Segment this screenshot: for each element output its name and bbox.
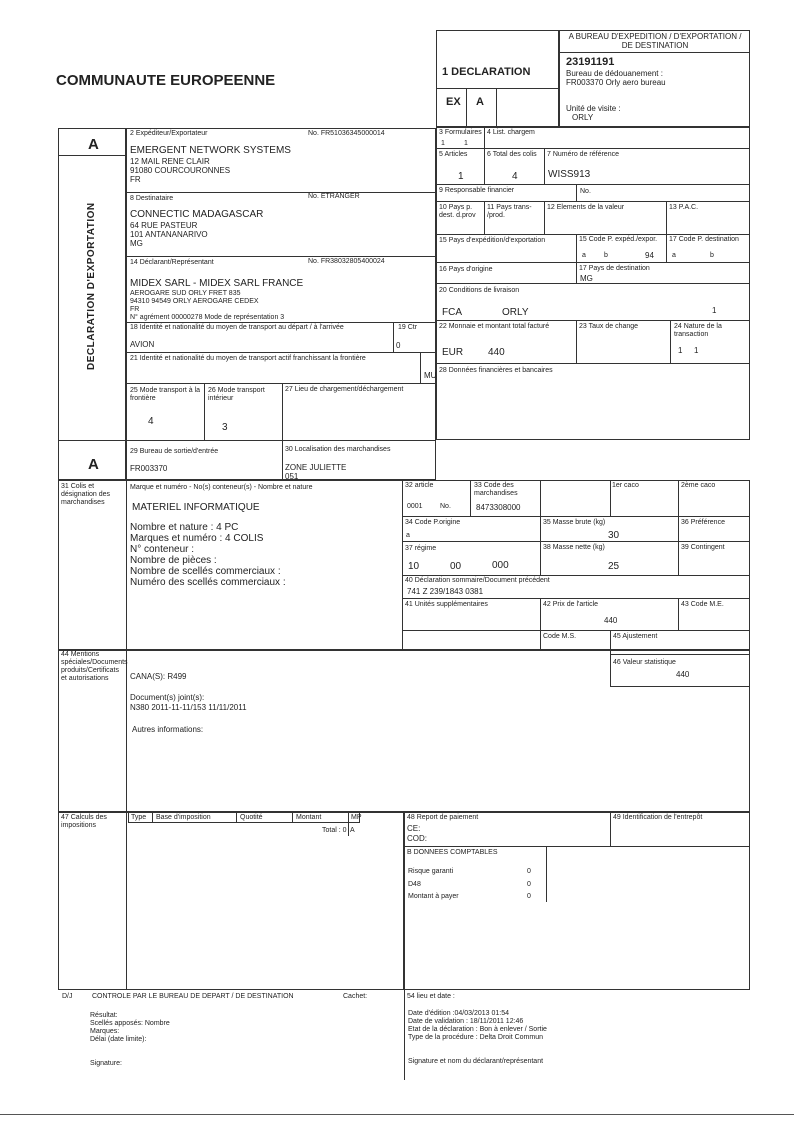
box20-place: ORLY	[502, 307, 529, 318]
box18-value: AVION	[130, 340, 155, 349]
box32-value: 0001	[407, 503, 423, 510]
box29-value: FR003370	[130, 464, 168, 473]
box42-label: 42 Prix de l'article	[543, 601, 599, 608]
boxB-label: B DONNEES COMPTABLES	[407, 849, 498, 856]
side-a-top: A	[88, 136, 99, 153]
box46-value: 440	[676, 670, 690, 679]
box16-label: 16 Pays d'origine	[439, 266, 493, 273]
box37-label: 37 régime	[405, 545, 437, 552]
box38-label: 38 Masse nette (kg)	[543, 544, 605, 551]
box6-label: 6 Total des colis	[487, 151, 537, 158]
declaration-label: 1 DECLARATION	[442, 66, 531, 78]
declaration-type-a: A	[476, 96, 484, 108]
box23-label: 23 Taux de change	[579, 323, 639, 330]
visit-label: Unité de visite :	[566, 104, 621, 113]
box47-col-quotite: Quotité	[240, 814, 263, 821]
box9-label: 9 Responsable financier	[439, 187, 515, 194]
side-a-bottom: A	[88, 456, 99, 473]
box24-value2: 1	[694, 346, 699, 355]
box2-name: EMERGENT NETWORK SYSTEMS	[130, 145, 291, 156]
box54-label: 54 lieu et date :	[407, 993, 455, 1000]
boxB-row-name: Risque garanti	[408, 868, 454, 875]
box25-value: 4	[148, 416, 154, 427]
box6-value: 4	[512, 171, 518, 182]
box7-value: WISS913	[548, 169, 591, 180]
box54-lines: Date d'édition :04/03/2013 01:54 Date de validation : 18/11/2011 12:46 Etat de la déclaration : Bon à enlever / Sortie Type de la procédure : Delta Droit Commun	[408, 1010, 547, 1041]
box5-value: 1	[458, 171, 464, 182]
box3-label: 3 Formulaires	[439, 129, 482, 136]
box34-a: a	[406, 532, 410, 539]
box14-address: AEROGARE SUD ORLY FRET 835 94310 94549 ORLY AEROGARE CEDEX FR N° agrément 00000278 Mode de représentation 3	[130, 290, 285, 321]
box20-incoterm: FCA	[442, 307, 462, 318]
boxD-cachet: Cachet:	[343, 993, 368, 1000]
vertical-title: DECLARATION D'EXPORTATION	[86, 202, 97, 370]
box46-label: 46 Valeur statistique	[613, 659, 676, 666]
box17-label: 17 Pays de destination	[579, 265, 650, 272]
box36-label: 36 Préférence	[681, 519, 725, 526]
box-caco2-label: 2ème caco	[681, 482, 716, 489]
box19-label: 19 Ctr	[398, 324, 418, 331]
box2-label: 2 Expéditeur/Exportateur	[130, 130, 208, 137]
box26-value: 3	[222, 422, 228, 433]
box8-label: 8 Destinataire	[130, 195, 174, 202]
box14-name: MIDEX SARL - MIDEX SARL FRANCE	[130, 278, 304, 289]
box30-label: 30 Localisation des marchandises	[285, 446, 391, 453]
visit-value: ORLY	[572, 113, 594, 122]
box10-label: 10 Pays p. dest. d.prov	[439, 204, 476, 219]
box14-number: No. FR38032805400024	[308, 258, 385, 265]
box-caco1-label: 1er caco	[612, 482, 639, 489]
box20-code: 1	[712, 306, 717, 315]
box17-value: MG	[580, 274, 593, 283]
boxD-code: D/J	[62, 993, 73, 1000]
box30-value: ZONE JULIETTE 051	[285, 463, 347, 481]
box37-value2: 00	[450, 561, 462, 572]
box8-name: CONNECTIC MADAGASCAR	[130, 209, 264, 220]
box40-label: 40 Déclaration sommaire/Document précédent	[405, 577, 550, 584]
box32-no: No.	[440, 503, 451, 510]
box47-col-mp: MP	[351, 814, 362, 821]
box39-label: 39 Contingent	[681, 544, 725, 551]
box15c-b: b	[604, 252, 608, 259]
box21-label: 21 Identité et nationalité du moyen de transport actif franchissant la frontière	[130, 355, 366, 362]
box48-cod: COD:	[407, 834, 427, 843]
box40-value: 741 Z 239/1843 0381	[407, 587, 484, 596]
box37-value3: 000	[492, 560, 509, 571]
box24-value1: 1	[678, 346, 683, 355]
box8-number: No. ETRANGER	[308, 193, 360, 200]
box42-value: 440	[604, 616, 618, 625]
box22-currency: EUR	[442, 347, 464, 358]
box-codems-label: Code M.S.	[543, 633, 577, 640]
declaration-type-ex: EX	[446, 96, 461, 108]
box29-label: 29 Bureau de sortie/d'entrée	[130, 448, 219, 455]
box43-label: 43 Code M.E.	[681, 601, 724, 608]
box45-label: 45 Ajustement	[613, 633, 658, 640]
boxB-row-value: 0	[527, 868, 531, 875]
box15c-a: a	[582, 252, 586, 259]
box32-label: 32 article	[405, 482, 434, 489]
box54-signature: Signature et nom du déclarant/représentant	[408, 1058, 544, 1065]
box49-label: 49 Identification de l'entrepôt	[613, 814, 703, 821]
box48-label: 48 Report de paiement	[407, 814, 479, 821]
box47-total-mp: A	[350, 827, 355, 834]
box31-label: 31 Colis et désignation des marchandises	[61, 483, 111, 506]
box44-label: 44 Mentions spéciales/Documents produits/Certificats et autorisations	[61, 651, 128, 682]
box31-details: Nombre et nature : 4 PC Marques et numéro : 4 COLIS N° conteneur : Nombre de pièces : Nombre de scellés commerciaux : Numéro des scellés commerciaux :	[130, 522, 286, 588]
box44-cana: CANA(S): R499	[130, 672, 187, 681]
office-value: FR003370 Orly aero bureau	[566, 78, 666, 87]
page-title: COMMUNAUTE EUROPEENNE	[56, 72, 276, 89]
box12-label: 12 Elements de la valeur	[547, 204, 625, 211]
box8-address: 64 RUE PASTEUR 101 ANTANANARIVO MG	[130, 221, 208, 248]
box35-value: 30	[608, 530, 620, 541]
box44-autres: Autres informations:	[132, 725, 204, 734]
boxD-signature: Signature:	[90, 1060, 122, 1067]
box47-label: 47 Calculs des impositions	[61, 814, 107, 829]
box15c-value: 94	[645, 251, 654, 260]
box33-label: 33 Code des marchandises	[474, 482, 518, 497]
boxB-row-value: 0	[527, 893, 531, 900]
box34-label: 34 Code P.origine	[405, 519, 461, 526]
box5-label: 5 Articles	[439, 151, 468, 158]
box28-label: 28 Données financières et bancaires	[439, 367, 553, 374]
box48-ce: CE:	[407, 824, 421, 833]
box19-value: 0	[396, 341, 401, 350]
box17c-b: b	[710, 252, 714, 259]
box25-label: 25 Mode transport à la frontière	[130, 387, 201, 402]
boxD-title: CONTROLE PAR LE BUREAU DE DEPART / DE DESTINATION	[92, 993, 294, 1000]
office-label: Bureau de dédouanement :	[566, 69, 663, 78]
boxB-row-name: D48	[408, 881, 421, 888]
box9-number: No.	[580, 188, 591, 195]
box41-label: 41 Unités supplémentaires	[405, 601, 488, 608]
box31-header: Marque et numéro - No(s) conteneur(s) - Nombre et nature	[130, 484, 313, 491]
box20-label: 20 Conditions de livraison	[439, 287, 520, 294]
office-box-title: A BUREAU D'EXPEDITION / D'EXPORTATION / DE DESTINATION	[568, 32, 742, 50]
box7-label: 7 Numéro de référence	[547, 151, 619, 158]
box22-amount: 440	[488, 347, 505, 358]
box21-value: MU	[424, 371, 437, 380]
box3-value1: 1	[441, 140, 445, 147]
boxB-row-value: 0	[527, 881, 531, 888]
box26-label: 26 Mode transport intérieur	[208, 387, 265, 402]
declaration-box	[436, 30, 559, 127]
box33-value: 8473308000	[476, 503, 521, 512]
reference-number: 23191191	[566, 56, 615, 68]
box13-label: 13 P.A.C.	[669, 204, 699, 211]
box14-label: 14 Déclarant/Représentant	[130, 259, 214, 266]
box17c-a: a	[672, 252, 676, 259]
boxD-lines: Résultat: Scellés apposés: Nombre Marques: Délai (date limite):	[90, 1012, 170, 1043]
box18-label: 18 Identité et nationalité du moyen de transport au départ / à l'arrivée	[130, 324, 344, 331]
boxB-row-name: Montant à payer	[408, 893, 459, 900]
box2-address: 12 MAIL RENE CLAIR 91080 COURCOURONNES FR	[130, 157, 231, 184]
box24-label: 24 Nature de la transaction	[674, 323, 722, 338]
box31-description: MATERIEL INFORMATIQUE	[132, 502, 260, 513]
box22-label: 22 Monnaie et montant total facturé	[439, 323, 550, 330]
box47-col-type: Type	[131, 814, 147, 821]
box47-total: Total : 0	[322, 827, 347, 834]
box47-col-montant: Montant	[296, 814, 322, 821]
box44-docs-label: Document(s) joint(s):	[130, 693, 205, 702]
box11-label: 11 Pays trans- /prod.	[487, 204, 532, 219]
box38-value: 25	[608, 561, 620, 572]
box15-label: 15 Pays d'expédition/d'exportation	[439, 237, 546, 244]
box27-label: 27 Lieu de chargement/déchargement	[285, 386, 404, 393]
box48-frame	[404, 812, 750, 990]
box47-frame	[58, 812, 404, 990]
box3-value2: 1	[464, 140, 468, 147]
box4-label: 4 List. chargem	[487, 129, 535, 136]
box2-number: No. FR51036345000014	[308, 130, 385, 137]
box15c-label: 15 Code P. expéd./expor.	[579, 236, 658, 243]
box44-docs-value: N380 2011-11-11/153 11/11/2011	[130, 703, 247, 712]
box47-col-base: Base d'imposition	[156, 814, 211, 821]
box17c-label: 17 Code P. destination	[669, 236, 739, 243]
box37-value1: 10	[408, 561, 420, 572]
box35-label: 35 Masse brute (kg)	[543, 519, 606, 526]
